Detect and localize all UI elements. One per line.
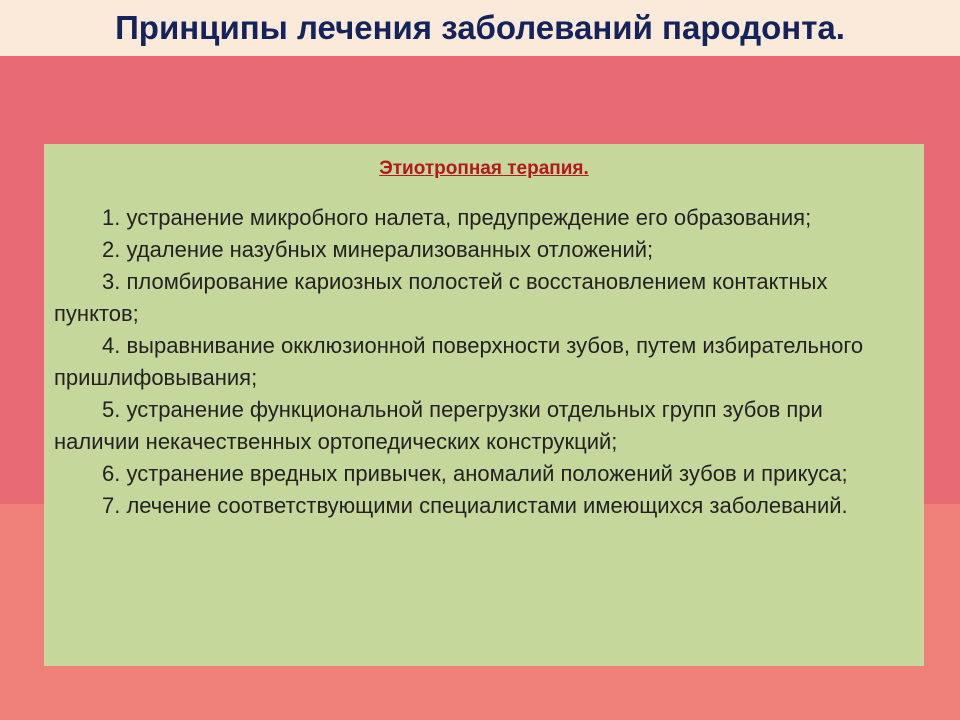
list-item: 7. лечение соответствующими специалистами имеющихся заболеваний. [102, 493, 848, 518]
list-item: 2. удаление назубных минерализованных отложений; [102, 237, 654, 262]
treatment-list [54, 202, 914, 522]
list-item: 6. устранение вредных привычек, аномалий положений зубов и прикуса; [102, 461, 848, 486]
slide-title: Принципы лечения заболеваний пародонта. [115, 9, 845, 46]
section-heading: Этиотропная терапия. [379, 158, 589, 179]
list-item: 5. устранение функциональной перегрузки отдельных групп зубов при наличии некачественных ортопедических конструкций; [54, 397, 823, 454]
content-box [44, 144, 924, 666]
list-item: 4. выравнивание окклюзионной поверхности зубов, путем избирательного пришлифовывания; [54, 333, 864, 390]
list-item: 1. устранение микробного налета, предупреждение его образования; [102, 205, 812, 230]
list-item: 3. пломбирование кариозных полостей с восстановлением контактных пунктов; [54, 269, 828, 326]
